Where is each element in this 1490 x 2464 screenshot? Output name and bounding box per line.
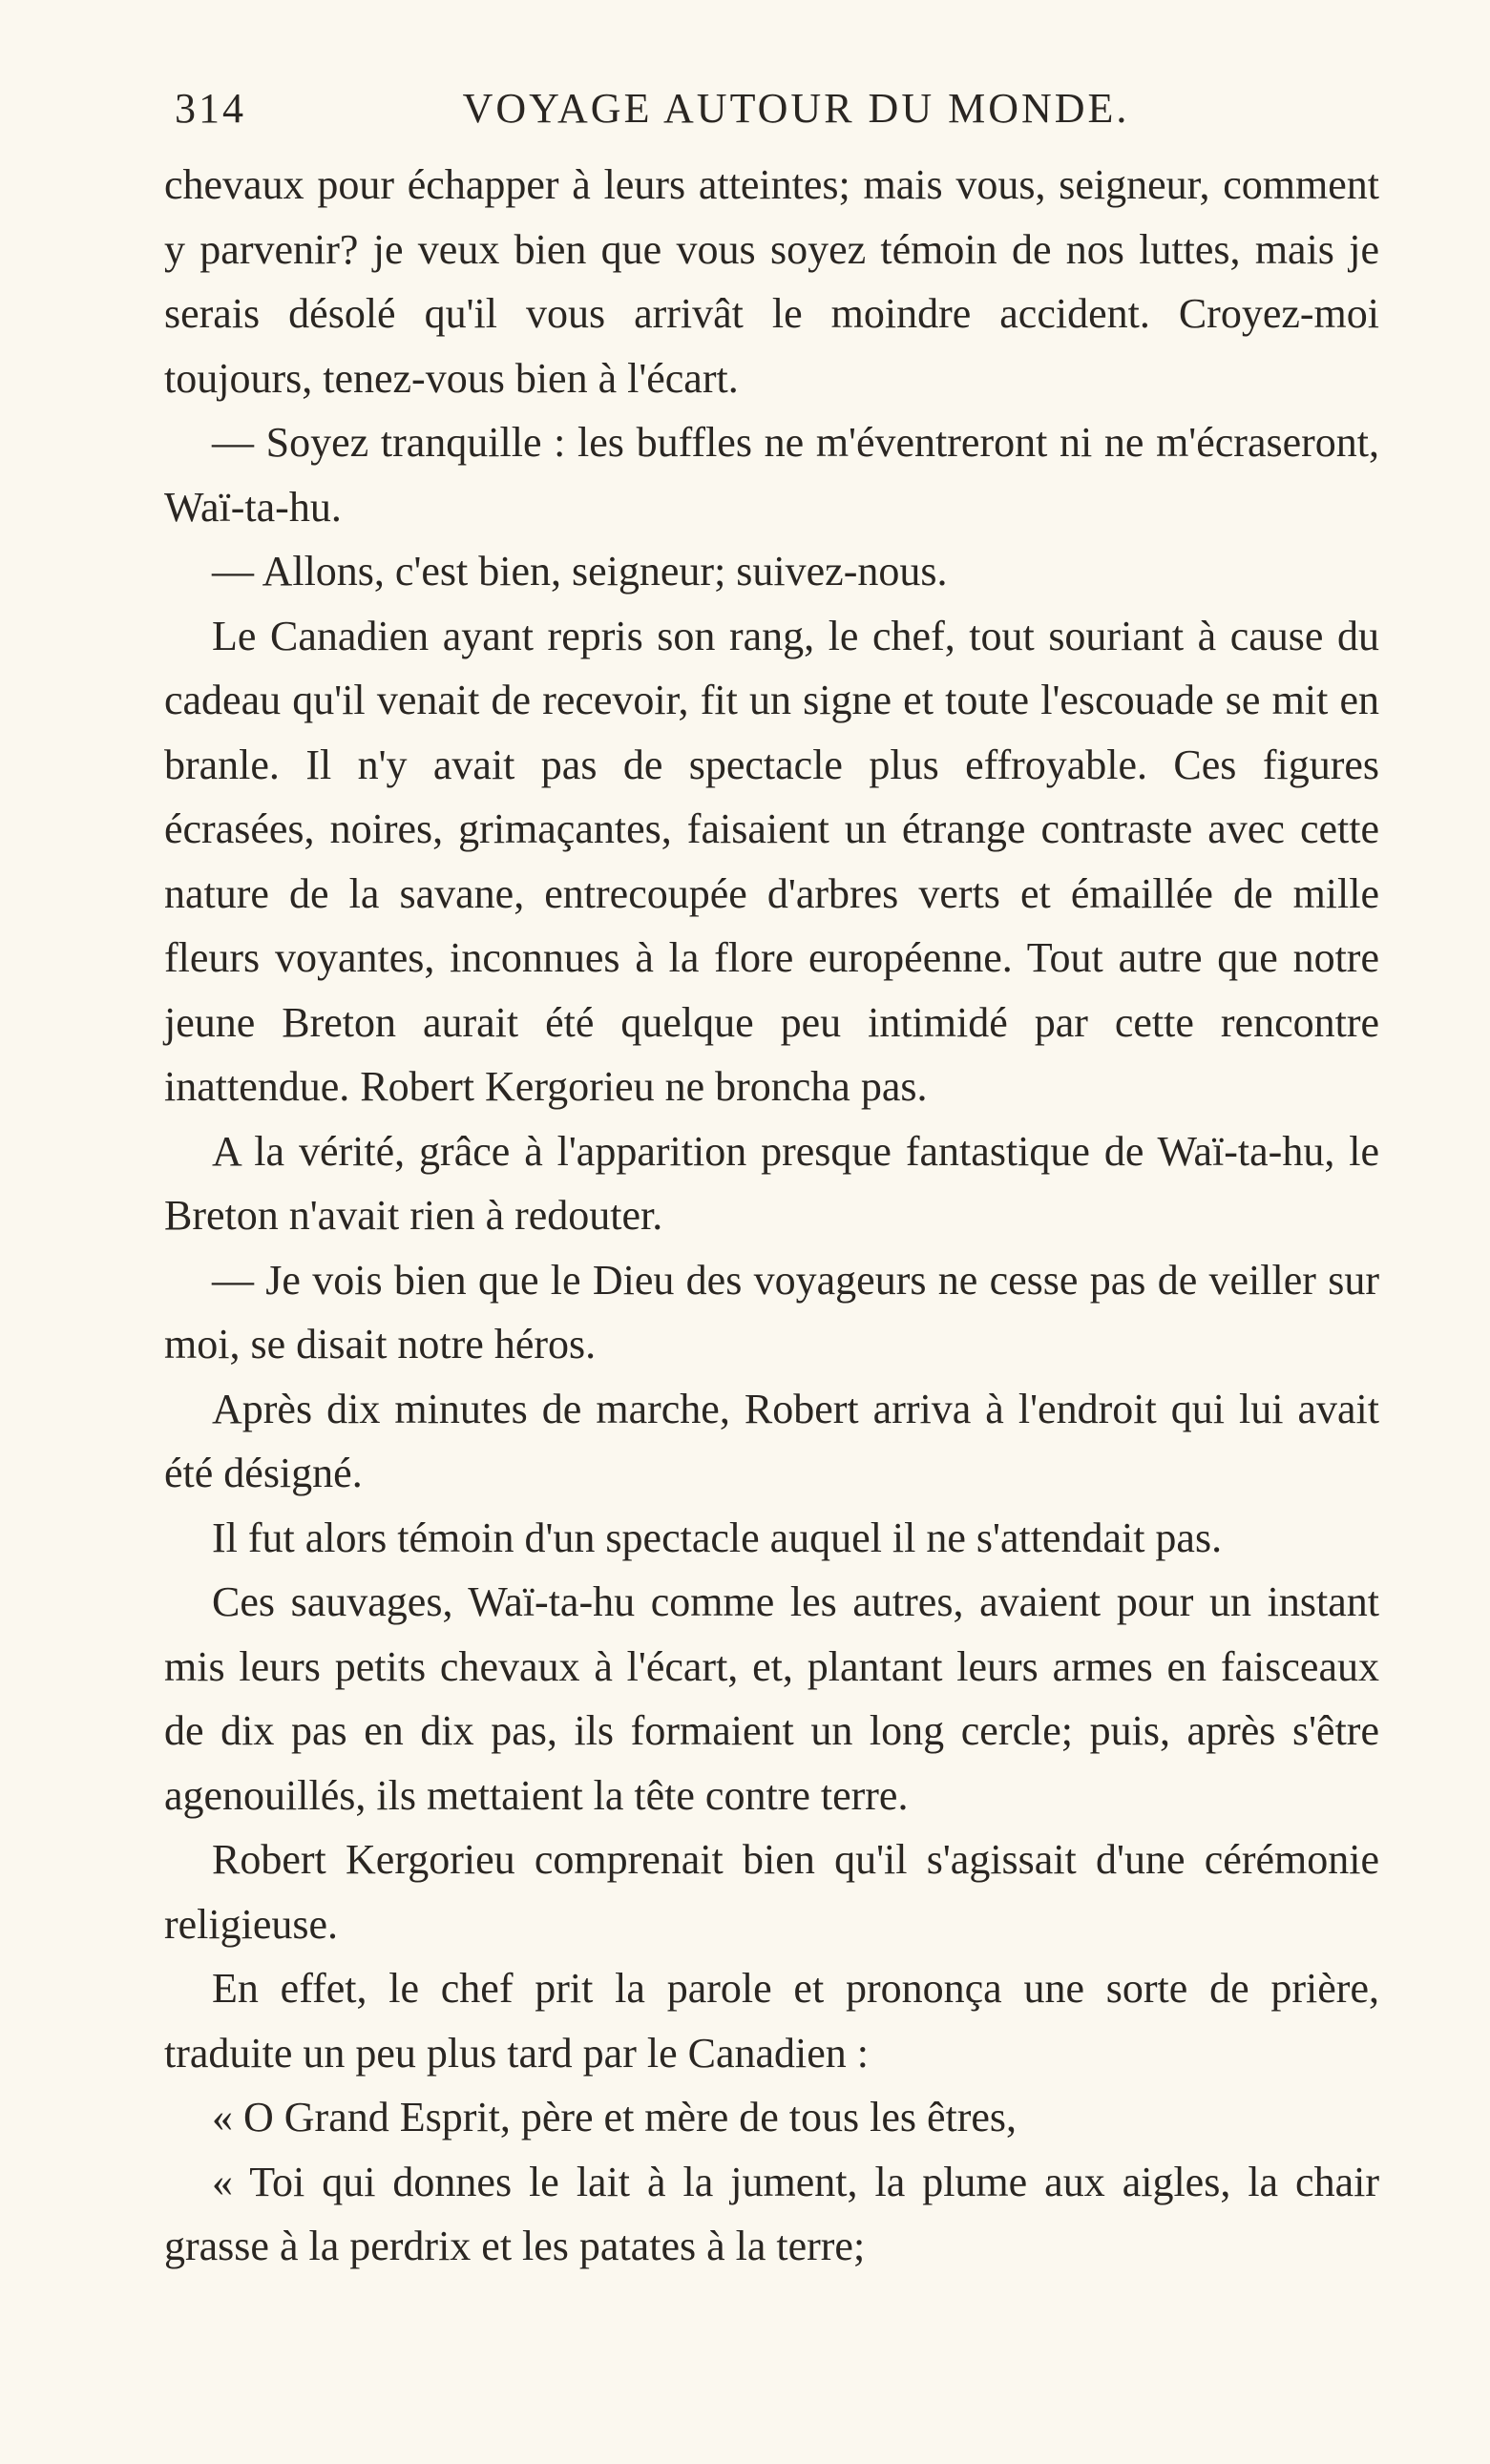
- paragraph: « Toi qui donnes le lait à la jument, la plume aux aigles, la chair grasse à la perdrix et les patates à la terre;: [164, 2158, 1379, 2269]
- running-head: [175, 84, 1379, 141]
- paragraph: A la vérité, grâce à l'apparition presque fantastique de Waï-ta-hu, le Breton n'avait rien à redouter.: [164, 1127, 1379, 1239]
- page-number: 314: [175, 85, 246, 132]
- paragraph: — Soyez tranquille : les buffles ne m'éventreront ni ne m'écraseront, Waï-ta-hu.: [164, 419, 1379, 531]
- paragraph: Après dix minutes de marche, Robert arriva à l'endroit qui lui avait été désigné.: [164, 1385, 1379, 1496]
- paragraph: chevaux pour échapper à leurs atteintes; mais vous, seigneur, comment y parvenir? je veux bien que vous soyez témoin de nos luttes, mais je serais désolé qu'il vous arrivât le moindre accident. Croyez-moi toujours, tenez-vous bien à l'écart.: [164, 161, 1379, 402]
- running-title: VOYAGE AUTOUR DU MONDE.: [462, 85, 1130, 132]
- body-text: [164, 153, 1379, 2279]
- paragraph: Ces sauvages, Waï-ta-hu comme les autres, avaient pour un instant mis leurs petits chevaux à l'écart, et, plantant leurs armes en faisceaux de dix pas en dix pas, ils formaient un long cercle; puis, après s'être agenouillés, ils mettaient la tête contre terre.: [164, 1578, 1379, 1819]
- paragraph: « O Grand Esprit, père et mère de tous les êtres,: [212, 2094, 1018, 2140]
- paragraph: Robert Kergorieu comprenait bien qu'il s'agissait d'une cérémonie religieuse.: [164, 1836, 1379, 1948]
- paragraph: En effet, le chef prit la parole et prononça une sorte de prière, traduite un peu plus tard par le Canadien :: [164, 1965, 1379, 2077]
- paragraph: Il fut alors témoin d'un spectacle auquel il ne s'attendait pas.: [212, 1514, 1223, 1561]
- paragraph: — Allons, c'est bien, seigneur; suivez-nous.: [212, 548, 948, 595]
- paragraph: — Je vois bien que le Dieu des voyageurs ne cesse pas de veiller sur moi, se disait notre héros.: [164, 1256, 1379, 1368]
- paragraph: Le Canadien ayant repris son rang, le chef, tout souriant à cause du cadeau qu'il venait de recevoir, fit un signe et toute l'escouade se mit en branle. Il n'y avait pas de spectacle plus effroyable. Ces figures écrasées, noires, grimaçantes, faisaient un étrange contraste avec cette nature de la savane, entrecoupée d'arbres verts et émaillée de mille fleurs voyantes, inconnues à la flore européenne. Tout autre que notre jeune Breton aurait été quelque peu intimidé par cette rencontre inattendue. Robert Kergorieu ne broncha pas.: [164, 612, 1379, 1110]
